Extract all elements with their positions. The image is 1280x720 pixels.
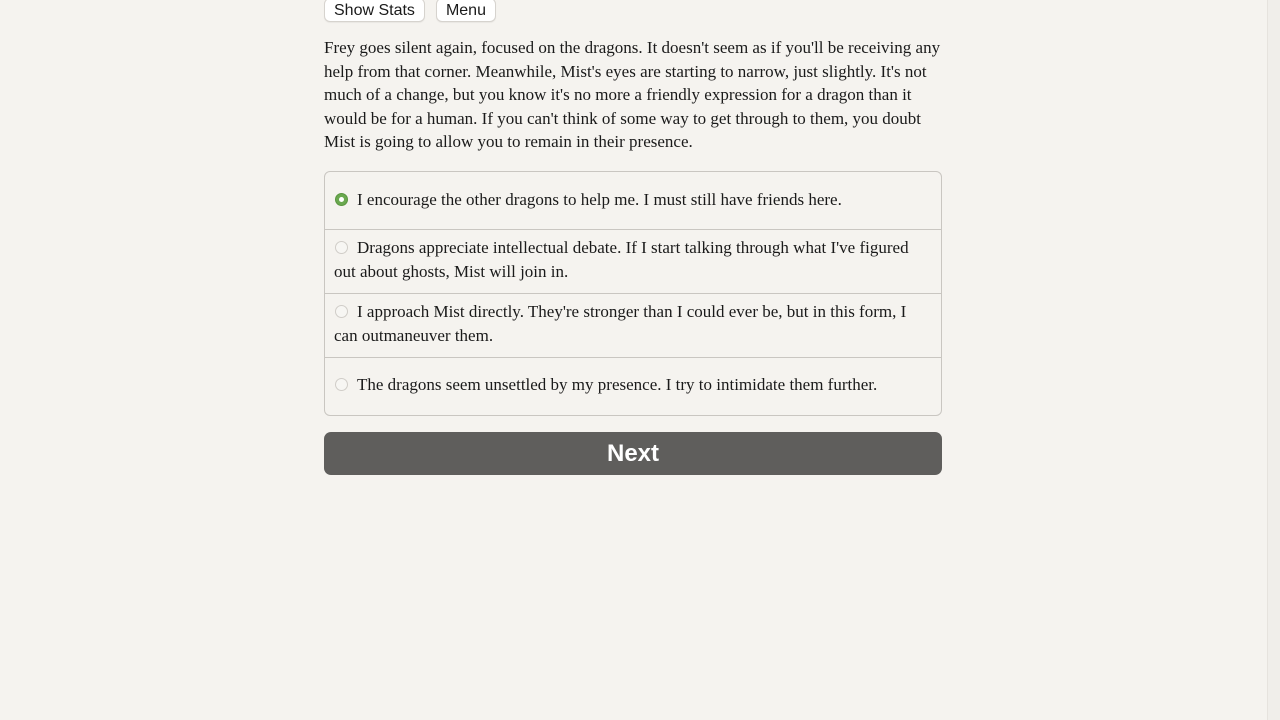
- show-stats-button[interactable]: Show Stats: [324, 0, 425, 22]
- choice-option-4[interactable]: [325, 357, 941, 415]
- choice-label: I approach Mist directly. They're stronger than I could ever be, but in this form, I can outmaneuver them.: [334, 301, 907, 345]
- choice-option-2[interactable]: [325, 229, 941, 293]
- radio-unselected-icon[interactable]: [335, 241, 348, 254]
- choice-label: The dragons seem unsettled by my presence. I try to intimidate them further.: [357, 374, 878, 394]
- choice-list: [324, 171, 942, 416]
- toolbar: [324, 0, 942, 22]
- radio-selected-icon[interactable]: [335, 193, 348, 206]
- radio-unselected-icon[interactable]: [335, 305, 348, 318]
- choice-label: I encourage the other dragons to help me. I must still have friends here.: [357, 189, 842, 209]
- choice-option-3[interactable]: [325, 293, 941, 357]
- radio-unselected-icon[interactable]: [335, 378, 348, 391]
- choice-option-1[interactable]: [325, 172, 941, 229]
- scrollbar[interactable]: [1267, 0, 1280, 720]
- choice-label: Dragons appreciate intellectual debate. If I start talking through what I've figured out about ghosts, Mist will join in.: [334, 237, 909, 281]
- story-text: Frey goes silent again, focused on the dragons. It doesn't seem as if you'll be receiving any help from that corner. Meanwhile, Mist's eyes are starting to narrow, just slightly. It's not much of a change, but you know it's no more a friendly expression for a dragon than it would be for a human. If you can't think of some way to get through to them, you doubt Mist is going to allow you to remain in their presence.: [324, 38, 941, 152]
- menu-button[interactable]: Menu: [436, 0, 496, 22]
- game-panel: [324, 0, 942, 475]
- next-button[interactable]: Next: [324, 432, 942, 475]
